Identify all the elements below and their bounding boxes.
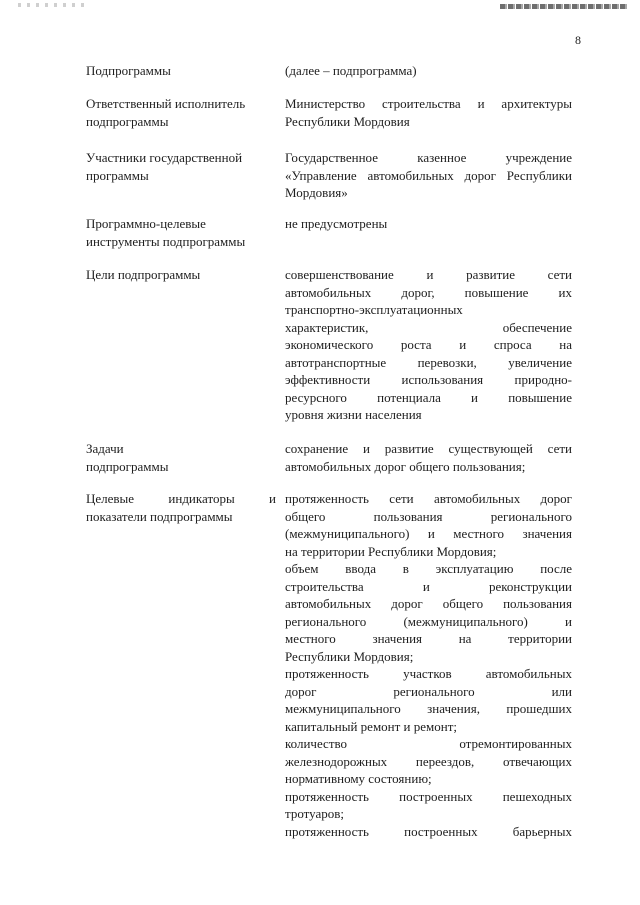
value-line: тротуаров; — [285, 806, 345, 821]
row-value-lines — [285, 440, 572, 475]
value-line: местного значения на территории — [285, 631, 572, 646]
row-label: Цели подпрограммы — [86, 267, 201, 282]
value-line: нормативному состоянию; — [285, 771, 432, 786]
value-line: строительства и реконструкции — [285, 578, 572, 594]
value-line: капитальный ремонт и ремонт; — [285, 718, 458, 734]
row-value: не предусмотрены — [285, 216, 388, 231]
value-line: уровня жизни населения — [285, 407, 422, 422]
label-line: подпрограммы — [86, 458, 169, 474]
row-value: (далее – подпрограмма) — [285, 63, 417, 78]
row-value-lines — [285, 266, 572, 424]
value-line: межмуниципального значения, прошедших — [285, 701, 572, 716]
row-value: Министерство строительства и архитектуры Республики Мордовия — [285, 96, 572, 129]
page-number: 8 — [575, 33, 581, 47]
value-line: Республики Мордовия; — [285, 648, 414, 664]
row-label: Участники государственной программы — [86, 150, 243, 183]
value-line: объем ввода в эксплуатацию после — [285, 561, 572, 576]
row-label: Программно-целевые инструменты подпрограммы — [86, 216, 246, 249]
label-line: Задачи — [86, 441, 124, 456]
row-label: Ответственный исполнитель подпрограммы — [86, 96, 246, 129]
value-line: дорог регионального или — [285, 683, 572, 699]
value-line: (межмуниципального) и местного значения — [285, 526, 572, 541]
row-label-lines — [86, 440, 276, 475]
value-line: автомобильных дорог общего пользования; — [285, 458, 526, 474]
row-label: Подпрограммы — [86, 63, 171, 78]
value-line: на территории Республики Мордовия; — [285, 543, 497, 559]
value-line: эффективности использования природно- — [285, 372, 572, 387]
value-line: общего пользования регионального — [285, 508, 572, 524]
label-line: Целевые индикаторы и — [86, 491, 276, 506]
value-line: транспортно-эксплуатационных — [285, 302, 463, 317]
value-line: сохранение и развитие существующей сети — [285, 441, 572, 456]
row-value: Государственное казенное учреждение «Управление автомобильных дорог Республики Мордовия» — [285, 150, 572, 200]
value-line: протяженность сети автомобильных дорог — [285, 491, 572, 506]
value-line: автотранспортные перевозки, увеличение — [285, 354, 572, 370]
value-line: характеристик, обеспечение — [285, 319, 572, 335]
value-line: количество отремонтированных — [285, 736, 572, 751]
value-line: автомобильных дорог, повышение их — [285, 284, 572, 300]
value-line: регионального (межмуниципального) и — [285, 613, 572, 629]
scan-artifact-left — [18, 3, 88, 7]
value-line: протяженность участков автомобильных — [285, 666, 572, 681]
value-line: ресурсного потенциала и повышение — [285, 389, 572, 405]
label-line: показатели подпрограммы — [86, 508, 233, 524]
value-line: протяженность построенных барьерных — [285, 823, 572, 839]
row-label-lines — [86, 490, 276, 525]
value-line: экономического роста и спроса на — [285, 337, 572, 352]
value-line: протяженность построенных пешеходных — [285, 788, 572, 804]
value-line: автомобильных дорог общего пользования — [285, 596, 572, 611]
row-value-lines — [285, 490, 572, 840]
value-line: совершенствование и развитие сети — [285, 267, 572, 282]
value-line: железнодорожных переездов, отвечающих — [285, 753, 572, 769]
scan-artifact-right — [500, 4, 628, 9]
